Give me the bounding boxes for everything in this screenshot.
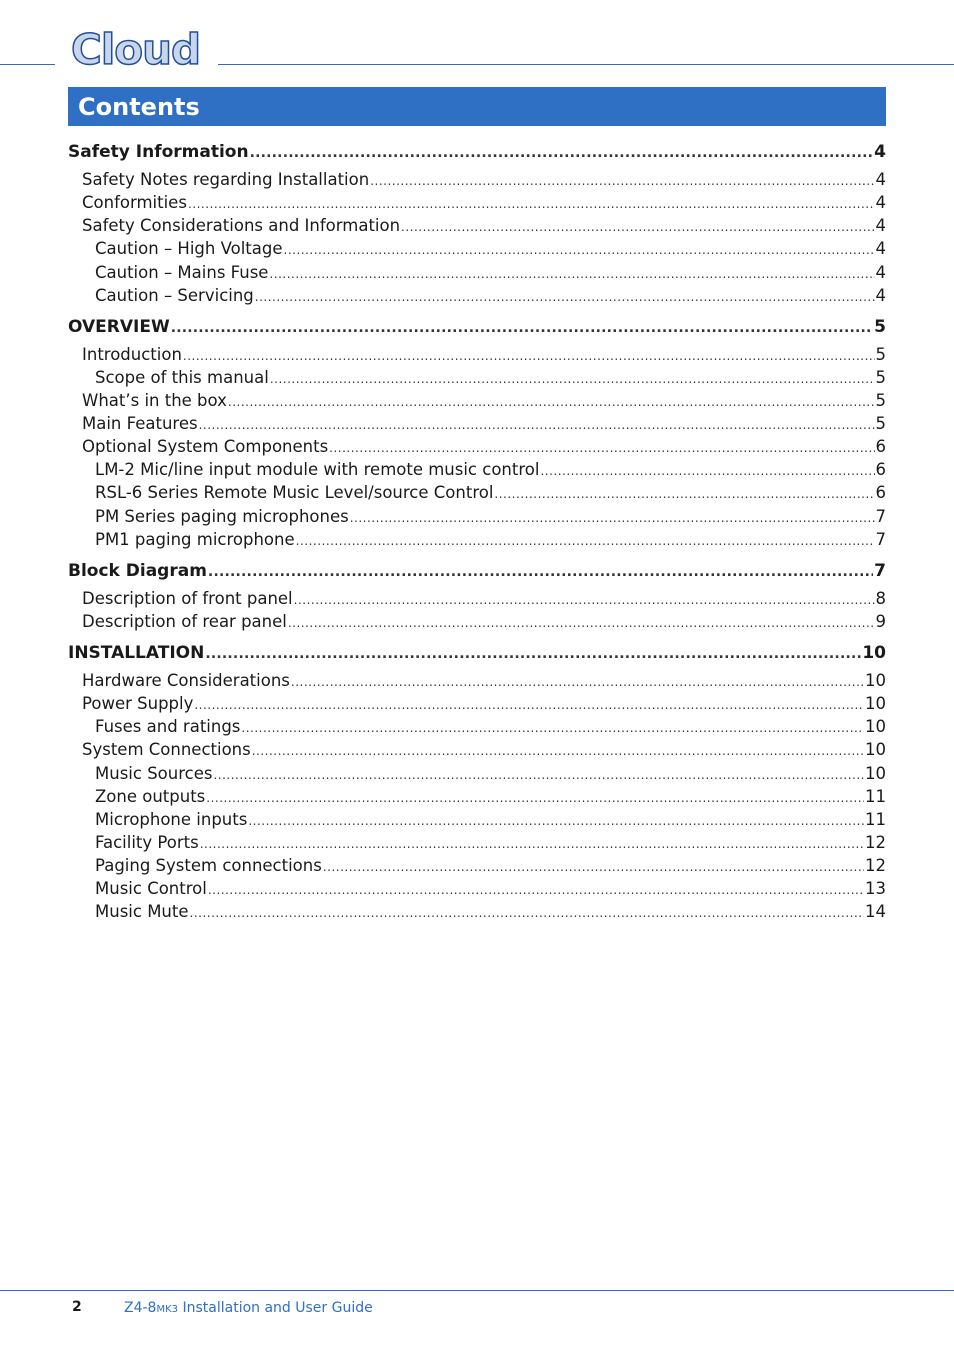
toc-entry[interactable] xyxy=(68,854,886,877)
toc-entry-page: 4 xyxy=(875,239,886,259)
toc-entry-page: 6 xyxy=(875,460,886,480)
toc-entry-label: PM Series paging microphones xyxy=(95,506,349,526)
toc-dot-leader xyxy=(291,671,864,694)
toc-entry-label: Conformities xyxy=(82,193,187,213)
toc-entry-page: 7 xyxy=(875,529,886,549)
toc-dot-leader xyxy=(494,483,874,506)
toc-entry[interactable] xyxy=(68,808,886,831)
toc-entry-label: Zone outputs xyxy=(95,786,206,806)
toc-entry-label: Scope of this manual xyxy=(95,367,269,387)
toc-entry[interactable] xyxy=(68,168,886,191)
toc-dot-leader xyxy=(228,391,875,414)
toc-entry-page: 4 xyxy=(875,262,886,282)
toc-dot-leader xyxy=(194,694,864,717)
toc-entry-page: 10 xyxy=(865,740,886,760)
toc-entry[interactable] xyxy=(68,877,886,900)
toc-entry[interactable] xyxy=(68,715,886,738)
toc-dot-leader xyxy=(540,460,874,483)
toc-dot-leader xyxy=(294,589,875,612)
toc-entry-label: Paging System connections xyxy=(95,855,322,875)
toc-dot-leader xyxy=(188,193,875,216)
cloud-logo xyxy=(68,24,208,74)
toc-entry-label: Facility Ports xyxy=(95,832,199,852)
toc-entry-label: Introduction xyxy=(82,344,182,364)
toc-entry-page: 14 xyxy=(865,902,886,922)
toc-entry-label: Fuses and ratings xyxy=(95,717,241,737)
toc-entry-page: 10 xyxy=(865,717,886,737)
toc-entry-page: 5 xyxy=(875,344,886,364)
footer-model: Z4-8 xyxy=(124,1300,157,1316)
toc-entry-label: Safety Notes regarding Installation xyxy=(82,170,370,190)
toc-entry[interactable] xyxy=(68,762,886,785)
toc-entry-page: 10 xyxy=(865,694,886,714)
footer-model-suffix: MK3 xyxy=(156,1304,179,1315)
toc-dot-leader xyxy=(255,286,875,309)
toc-entry-label: Description of front panel xyxy=(82,588,293,608)
toc-dot-leader xyxy=(248,810,864,833)
toc-entry[interactable] xyxy=(68,528,886,551)
toc-dot-leader xyxy=(183,345,875,368)
toc-dot-leader xyxy=(208,561,873,584)
toc-entry-label: Power Supply xyxy=(82,694,194,714)
toc-dot-leader xyxy=(296,530,875,553)
toc-entry-label: LM-2 Mic/line input module with remote music control xyxy=(95,460,540,480)
toc-entry[interactable] xyxy=(68,560,886,583)
toc-entry-label: PM1 paging microphone xyxy=(95,529,295,549)
toc-entry-label: INSTALLATION xyxy=(68,643,205,663)
header-rule-left xyxy=(0,64,55,65)
toc-entry-label: Main Features xyxy=(82,414,198,434)
toc-dot-leader xyxy=(241,717,864,740)
toc-dot-leader xyxy=(370,170,874,193)
toc-dot-leader xyxy=(323,856,864,879)
toc-dot-leader xyxy=(199,414,875,437)
toc-entry[interactable] xyxy=(68,785,886,808)
toc-entry-label: Description of rear panel xyxy=(82,611,287,631)
toc-entry-label: System Connections xyxy=(82,740,251,760)
toc-entry-page: 7 xyxy=(874,560,886,581)
toc-entry-label: Caution – Servicing xyxy=(95,285,254,305)
toc-entry-page: 4 xyxy=(875,285,886,305)
toc-entry-page: 9 xyxy=(875,611,886,631)
toc-entry-page: 10 xyxy=(865,763,886,783)
toc-entry-label: Block Diagram xyxy=(68,560,207,581)
toc-entry[interactable] xyxy=(68,316,886,339)
toc-entry[interactable] xyxy=(68,610,886,633)
toc-entry[interactable] xyxy=(68,642,886,665)
toc-entry-page: 13 xyxy=(865,879,886,898)
toc-entry-label: What’s in the box xyxy=(82,391,227,410)
toc-entry-page: 11 xyxy=(865,809,886,829)
toc-entry-page: 4 xyxy=(875,216,886,236)
toc-entry[interactable] xyxy=(68,343,886,366)
toc-entry[interactable] xyxy=(68,261,886,284)
toc-dot-leader xyxy=(350,507,875,530)
toc-dot-leader xyxy=(250,142,874,165)
toc-entry-page: 8 xyxy=(875,588,886,608)
toc-entry-page: 5 xyxy=(875,414,886,434)
toc-dot-leader xyxy=(329,437,874,460)
toc-entry-page: 12 xyxy=(865,855,886,875)
toc-entry-page: 4 xyxy=(875,170,886,190)
toc-entry-label: Music Sources xyxy=(95,763,213,783)
toc-entry[interactable] xyxy=(68,237,886,260)
toc-dot-leader xyxy=(205,643,861,666)
toc-entry-label: Microphone inputs xyxy=(95,809,248,829)
toc-entry[interactable] xyxy=(68,831,886,854)
toc-dot-leader xyxy=(200,833,864,856)
toc-entry[interactable] xyxy=(68,669,886,692)
footer-document-title xyxy=(124,1300,373,1316)
toc-entry-label: Music Mute xyxy=(95,902,189,922)
toc-entry[interactable] xyxy=(68,738,886,761)
toc-dot-leader xyxy=(401,216,874,239)
toc-entry[interactable] xyxy=(68,692,886,715)
footer-page-number: 2 xyxy=(72,1299,82,1315)
toc-entry-page: 6 xyxy=(875,483,886,503)
toc-entry-page: 4 xyxy=(874,142,886,162)
toc-dot-leader xyxy=(269,263,874,286)
toc-entry-label: Safety Information xyxy=(68,142,249,162)
toc-entry-page: 5 xyxy=(875,367,886,387)
toc-dot-leader xyxy=(252,740,864,763)
toc-entry-page: 5 xyxy=(874,316,886,337)
toc-dot-leader xyxy=(213,764,864,787)
toc-entry-label: RSL-6 Series Remote Music Level/source Control xyxy=(95,483,494,503)
toc-entry[interactable] xyxy=(68,389,886,412)
toc-dot-leader xyxy=(270,368,875,391)
toc-entry[interactable] xyxy=(68,587,886,610)
toc-entry[interactable] xyxy=(68,435,886,458)
page-title: Contents xyxy=(78,93,200,121)
toc-entry[interactable] xyxy=(68,214,886,237)
toc-entry-label: Caution – Mains Fuse xyxy=(95,262,269,282)
toc-entry-page: 7 xyxy=(875,506,886,526)
toc-entry-page: 12 xyxy=(865,832,886,852)
title-bar xyxy=(68,87,886,126)
header-rule-right xyxy=(218,64,954,65)
toc-entry-label: Caution – High Voltage xyxy=(95,239,283,259)
toc-entry[interactable] xyxy=(68,458,886,481)
toc-entry[interactable] xyxy=(68,505,886,528)
toc-dot-leader xyxy=(171,317,873,340)
toc-entry-page: 4 xyxy=(875,193,886,213)
toc-dot-leader xyxy=(284,239,875,262)
toc-entry[interactable] xyxy=(68,481,886,504)
toc-entry-page: 5 xyxy=(875,391,886,410)
toc-entry-label: Safety Considerations and Information xyxy=(82,216,401,236)
toc-entry[interactable] xyxy=(68,412,886,435)
footer-rule xyxy=(0,1290,954,1291)
toc-dot-leader xyxy=(288,612,875,635)
toc-entry-label: Music Control xyxy=(95,879,207,898)
toc-entry-page: 6 xyxy=(875,437,886,457)
toc-entry-label: Optional System Components xyxy=(82,437,329,457)
toc-entry[interactable] xyxy=(68,141,886,164)
toc-entry[interactable] xyxy=(68,191,886,214)
toc-entry[interactable] xyxy=(68,900,886,923)
toc-entry[interactable] xyxy=(68,366,886,389)
toc-dot-leader xyxy=(206,787,864,810)
toc-entry-page: 10 xyxy=(862,643,886,663)
toc-entry-label: Hardware Considerations xyxy=(82,671,290,691)
logo-text: Cloud xyxy=(71,25,201,74)
toc-dot-leader xyxy=(190,902,864,925)
toc-entry-page: 11 xyxy=(865,786,886,806)
toc-entry[interactable] xyxy=(68,284,886,307)
footer-guide-title: Installation and User Guide xyxy=(178,1300,373,1316)
toc-entry-label: OVERVIEW xyxy=(68,316,170,337)
toc-entry-page: 10 xyxy=(865,671,886,691)
toc-dot-leader xyxy=(208,879,864,902)
